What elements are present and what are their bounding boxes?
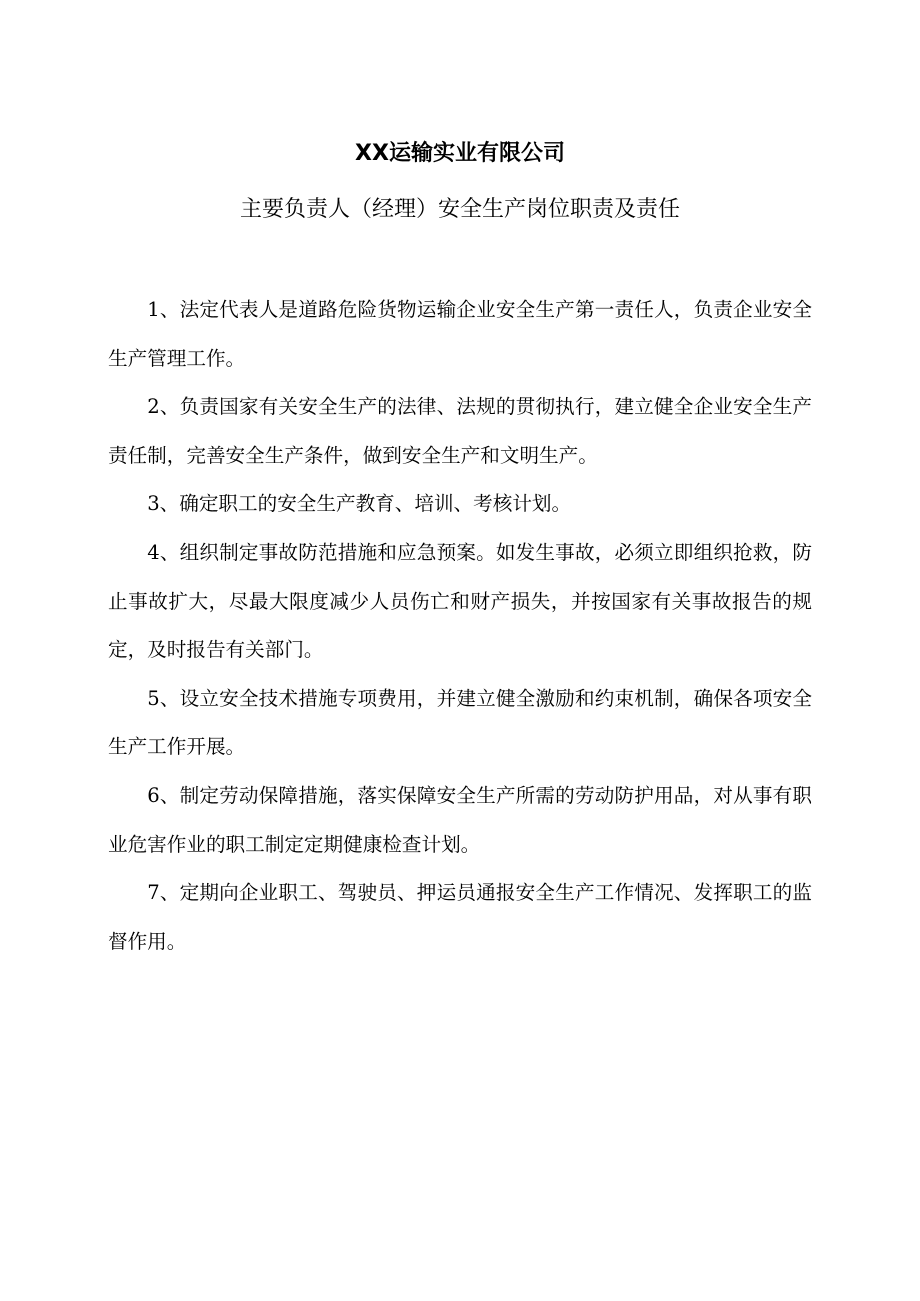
- responsibilities-list: [108, 286, 812, 966]
- clause-4: 4、组织制定事故防范措施和应急预案。如发生事故，必须立即组织抢救，防止事故扩大，尽最大限度减少人员伤亡和财产损失，并按国家有关事故报告的规定，及时报告有关部门。: [108, 540, 812, 662]
- clause-2: 2、负责国家有关安全生产的法律、法规的贯彻执行，建立健全企业安全生产责任制，完善安全生产条件，做到安全生产和文明生产。: [108, 395, 812, 467]
- company-name: XX运输实业有限公司: [355, 141, 565, 166]
- clause-1: 1、法定代表人是道路危险货物运输企业安全生产第一责任人，负责企业安全生产管理工作。: [108, 298, 812, 370]
- clause-6: 6、制定劳动保障措施，落实保障安全生产所需的劳动防护用品，对从事有职业危害作业的职工制定定期健康检查计划。: [108, 783, 812, 856]
- document-title: 主要负责人（经理）安全生产岗位职责及责任: [239, 197, 680, 222]
- clause-3: 3、确定职工的安全生产教育、培训、考核计划。: [147, 492, 572, 516]
- clause-7: 7、定期向企业职工、驾驶员、押运员通报安全生产工作情况、发挥职工的监督作用。: [108, 881, 812, 953]
- clause-5: 5、设立安全技术措施专项费用，并建立健全激励和约束机制，确保各项安全生产工作开展。: [108, 686, 812, 759]
